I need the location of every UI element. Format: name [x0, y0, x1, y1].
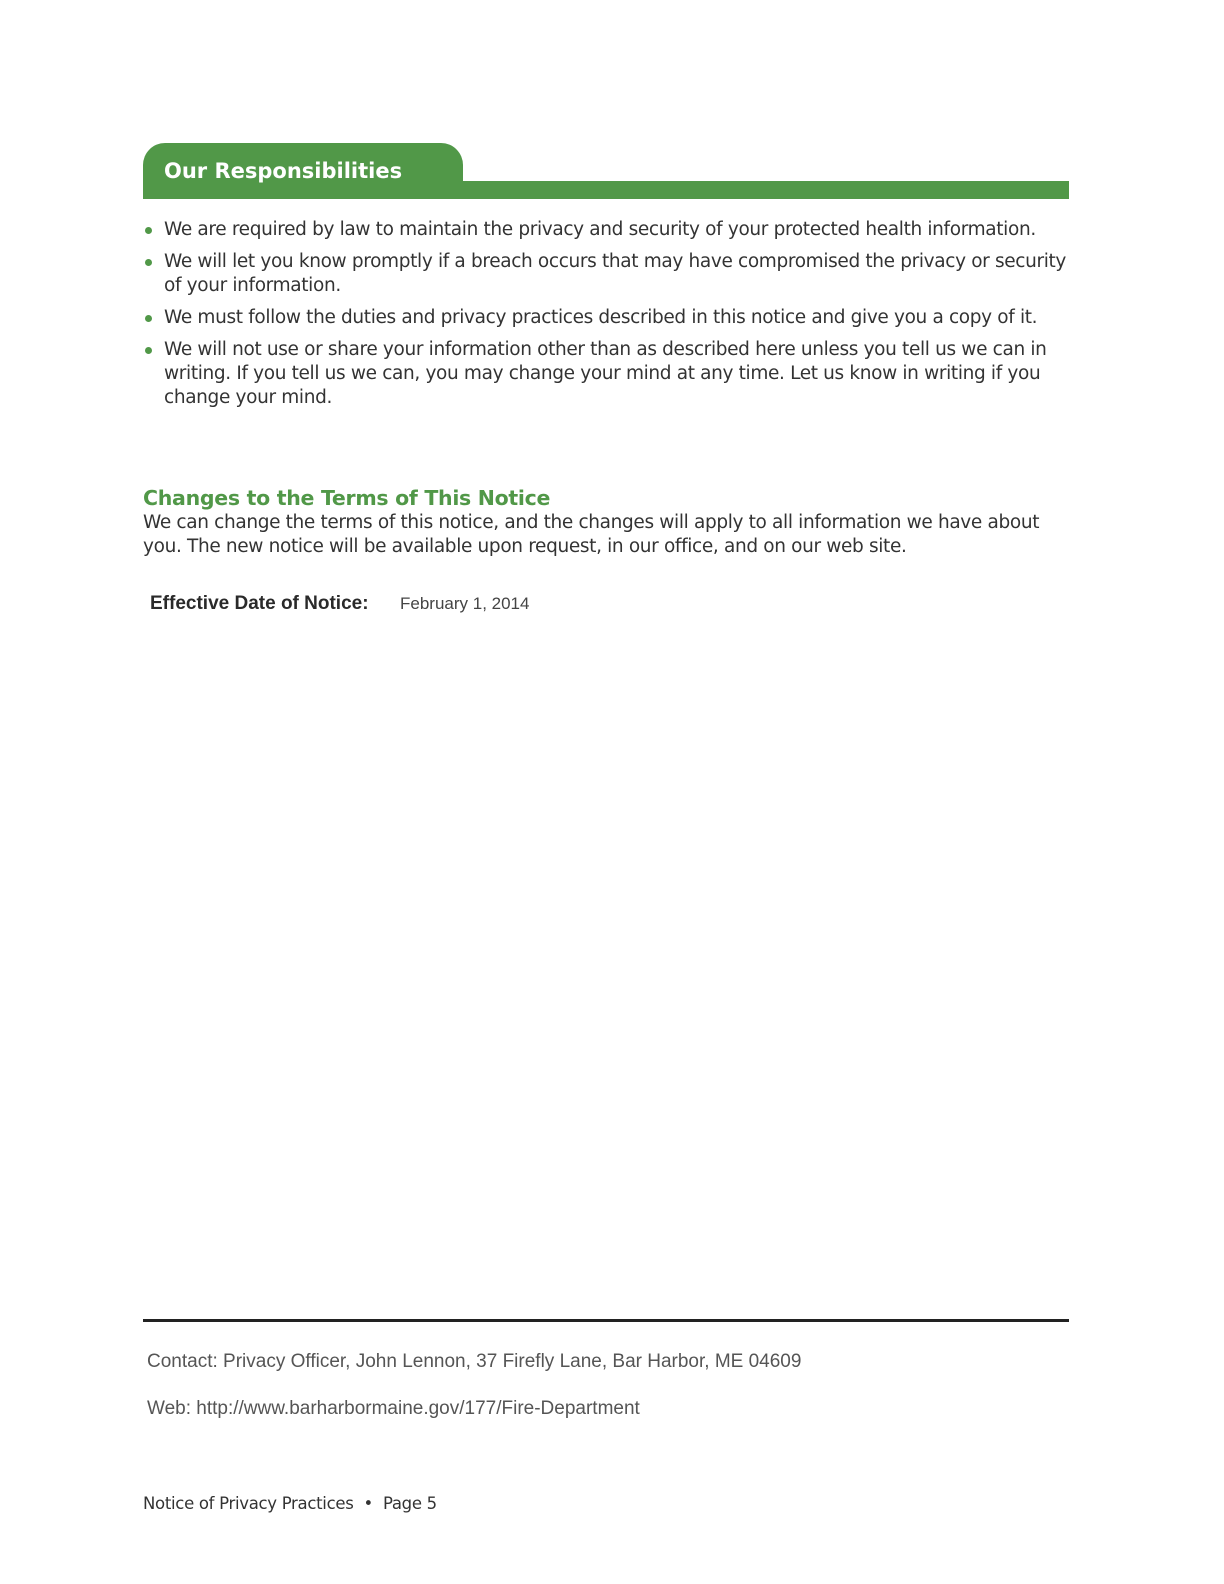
web-link[interactable]: Web: http://www.barharbormaine.gov/177/Fire-Department	[147, 1398, 640, 1419]
effective-date-value: February 1, 2014	[400, 594, 530, 613]
responsibilities-list	[143, 218, 1069, 418]
footer-divider	[143, 1319, 1069, 1322]
list-item	[143, 250, 1069, 298]
list-item	[143, 218, 1069, 242]
footer-doc-title: Notice of Privacy Practices	[143, 1494, 354, 1513]
contact-info: Contact: Privacy Officer, John Lennon, 37 Firefly Lane, Bar Harbor, ME 04609	[147, 1351, 802, 1372]
responsibilities-header	[143, 143, 1069, 199]
page-number: Page 5	[382, 1494, 437, 1513]
bullet-icon	[145, 315, 152, 322]
list-item-text: We will not use or share your information other than as described here unless you tell us we can in writing. If you tell us we can, you may change your mind at any time. Let us know in writing if you change your mind.	[164, 339, 1047, 408]
footer-separator: •	[363, 1494, 373, 1513]
section-title: Our Responsibilities	[164, 159, 403, 183]
list-item-text: We will let you know promptly if a breach occurs that may have compromised the privacy or security of your information.	[164, 251, 1067, 296]
effective-date-label: Effective Date of Notice:	[150, 593, 369, 614]
changes-body: We can change the terms of this notice, and the changes will apply to all information we have about you. The new notice will be available upon request, in our office, and on our web site.	[143, 512, 1040, 557]
list-item-text: We must follow the duties and privacy practices described in this notice and give you a copy of it.	[164, 307, 1038, 328]
list-item	[143, 338, 1069, 410]
changes-heading: Changes to the Terms of This Notice	[143, 486, 551, 510]
list-item-text: We are required by law to maintain the privacy and security of your protected health information.	[164, 219, 1036, 240]
bullet-icon	[145, 227, 152, 234]
list-item	[143, 306, 1069, 330]
bullet-icon	[145, 347, 152, 354]
page-footer	[143, 1493, 437, 1515]
bullet-icon	[145, 259, 152, 266]
